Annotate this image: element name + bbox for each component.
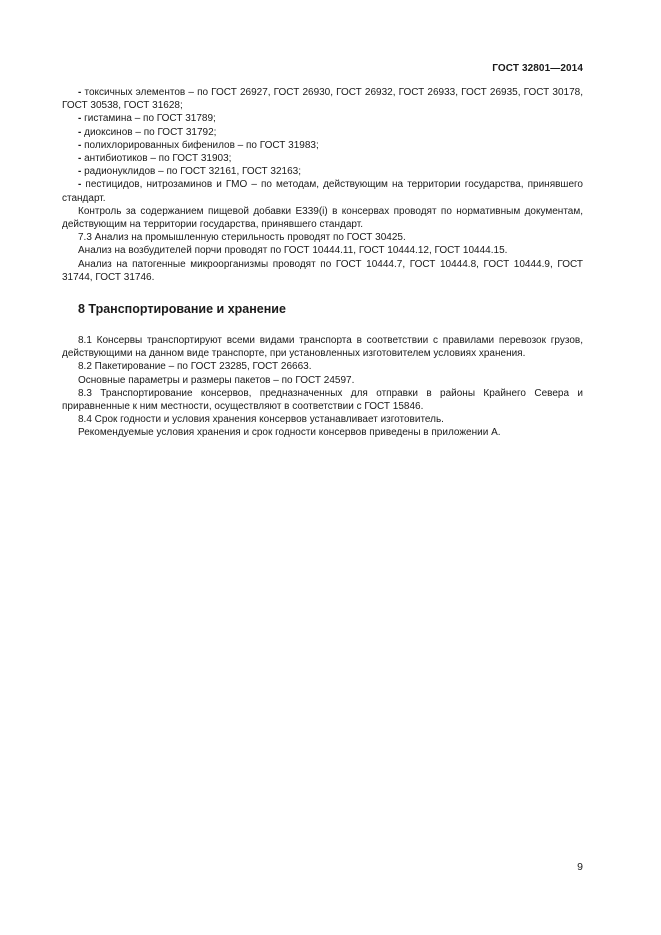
document-code-header: ГОСТ 32801—2014 [492,63,583,74]
list-dash: - [78,166,82,178]
list-item [62,139,583,152]
paragraph-spoilage-analysis: Анализ на возбудителей порчи проводят по ГОСТ 10444.11, ГОСТ 10444.12, ГОСТ 10444.15. [78,245,508,257]
list-item [62,152,583,165]
list-item [62,165,583,178]
list-item-text: пестицидов, нитрозаминов и ГМО – по методам, действующим на территории государства, принявшего стандарт. [62,179,583,204]
list-item-text: антибиотиков – по ГОСТ 31903; [81,153,232,165]
list-dash: - [78,153,82,165]
list-item-text: радионуклидов – по ГОСТ 32161, ГОСТ 32163; [81,166,302,178]
paragraph-storage-recommendation: Рекомендуемые условия хранения и срок годности консервов приведены в приложении А. [78,427,501,439]
paragraph-additive-control: Контроль за содержанием пищевой добавки Е339(i) в консервах проводят по нормативным документам, действующим на территории государства, принявшего стандарт. [62,205,583,231]
list-item [62,86,583,112]
list-item [62,126,583,139]
page-body [62,86,583,440]
paragraph-8-1: 8.1 Консервы транспортируют всеми видами транспорта в соответствии с правилами перевозок грузов, действующими на данном виде транспорте, при установленных изготовителем условиях хранения. [62,335,583,360]
paragraph-pathogen-analysis: Анализ на патогенные микроорганизмы проводят по ГОСТ 10444.7, ГОСТ 10444.8, ГОСТ 10444.9, ГОСТ 31744, ГОСТ 31746. [62,258,583,283]
list-dash: - [78,179,82,191]
list-item-text: гистамина – по ГОСТ 31789; [81,113,216,125]
list-dash: - [78,126,82,138]
paragraph-8-3: 8.3 Транспортирование консервов, предназначенных для отправки в районы Крайнего Севера и приравненные к ним местности, осуществляют в соответствии с ГОСТ 15846. [62,387,583,413]
list-item-text: диоксинов – по ГОСТ 31792; [81,126,217,138]
page-number: 9 [577,861,583,873]
list-item [62,112,583,125]
list-item-text: полихлорированных бифенилов – по ГОСТ 31983; [81,139,319,151]
list-item-text: токсичных элементов – по ГОСТ 26927, ГОСТ 26930, ГОСТ 26932, ГОСТ 26933, ГОСТ 26935, ГОСТ 30178, ГОСТ 30538, ГОСТ 31628; [62,87,583,112]
list-dash: - [78,139,82,151]
paragraph-8-2: 8.2 Пакетирование – по ГОСТ 23285, ГОСТ 26663. [78,361,312,373]
paragraph-8-4: 8.4 Срок годности и условия хранения консервов устанавливает изготовитель. [78,414,444,426]
list-item [62,178,583,204]
section-heading: 8 Транспортирование и хранение [78,302,286,317]
paragraph-7-3: 7.3 Анализ на промышленную стерильность проводят по ГОСТ 30425. [78,232,406,244]
list-dash: - [78,87,82,98]
list-dash: - [78,113,82,125]
paragraph-package-params: Основные параметры и размеры пакетов – по ГОСТ 24597. [78,374,355,386]
